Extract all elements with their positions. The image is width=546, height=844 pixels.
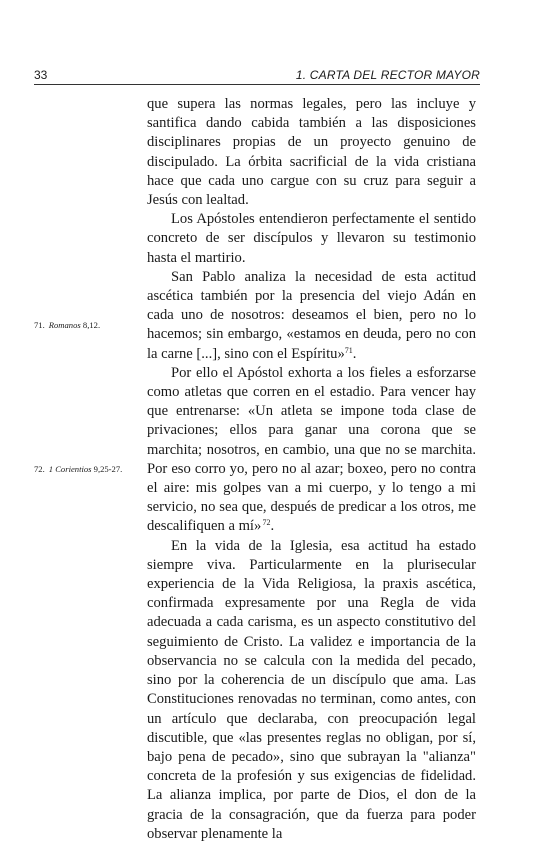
paragraph-text: En la vida de la Iglesia, esa actitud ha estado siempre viva. Particularmente en la plurisecular experiencia de la Vida Religiosa, la praxis ascética, confirmada expresamente por una Regla de vida adecuada a cada carisma, es un aspecto constitutivo del seguimiento de Cristo. La validez e importancia de la observancia no se calcula con la medida del pecado, sino por la coherencia de un discípulo que ama. Las Constituciones renovadas no terminan, como antes, con un artículo que declaraba, con preocupación legal discutible, que «las presentes reglas no obligan, por sí, bajo pena de pecado», sino que subrayan la "alianza" concreta de la profesión y sus exigencias de fidelidad. La alianza implica, por parte de Dios, el don de la gracia de la consagración, que da fuerza para poder observar plenamente la <box>147 537 476 842</box>
footnote <box>34 320 100 331</box>
paragraph: San Pablo analiza la necesidad de esta actitud ascética también por la presencia del viejo Adán en cada uno de nosotros: deseamos el bien, pero no lo hacemos; sin embargo, «estamos en deuda, pero no con la carne [...], sino con el Espíritu»$^{71}$. <box>147 268 476 362</box>
paragraph <box>147 210 476 268</box>
running-head <box>34 68 480 82</box>
footnote-book: 1 Corientios <box>48 464 92 474</box>
paragraph-text: Por ello el Apóstol exhorta a los fieles a esforzarse como atletas que corren en el estadio. Para vencer hay que entrenarse: «Un atleta se impone toda clase de privaciones; ellos para ganar una corona que se marchita; nosotros, en cambio, una que no se marchita. Por eso corro yo, pero no al azar; boxeo, pero no contra el aire: mis golpes van a mi cuerpo, y lo tengo a mi servicio, no sea que, después de predicar a los otros, me descalifiquen a mí» <box>147 364 476 535</box>
page-number: 33 <box>34 68 48 82</box>
footnote-ref: 71 <box>344 345 353 355</box>
chapter-title: 1. CARTA DEL RECTOR MAYOR <box>295 68 480 82</box>
paragraph-text: Los Apóstoles entendieron perfectamente el sentido concreto de ser discípulos y llevaron su testimonio hasta el martirio. <box>147 211 476 266</box>
body-text <box>147 95 476 844</box>
footnote-book: Romanos <box>48 320 81 330</box>
footnote-reference: 8,12. <box>82 320 101 330</box>
paragraph-text: San Pablo analiza la necesidad de esta actitud ascética también por la presencia del viejo Adán en cada uno de nosotros: deseamos el bien, pero no lo hacemos; sin embargo, «estamos en deuda, pero no con la carne [...], sino con el Espíritu» <box>147 268 476 362</box>
footnote-number: 72. <box>34 464 45 474</box>
paragraph <box>147 537 476 844</box>
footnote-reference: 9,25-27. <box>93 464 123 474</box>
paragraph: Por ello el Apóstol exhorta a los fieles a esforzarse como atletas que corren en el estadio. Para vencer hay que entrenarse: «Un atleta se impone toda clase de privaciones; ellos para ganar una corona que se marchita; nosotros, en cambio, una que no se marchita. Por eso corro yo, pero no al azar; boxeo, pero no contra el aire: mis golpes van a mi cuerpo, y lo tengo a mi servicio, no sea que, después de predicar a los otros, me descalifiquen a mí» $^{72}$. <box>147 364 476 535</box>
footnote-number: 71. <box>34 320 45 330</box>
header-rule <box>34 84 480 85</box>
paragraph <box>147 95 476 210</box>
paragraph-text: que supera las normas legales, pero las incluye y santifica dando cabida también a las disposiciones disciplinares propias de un proyecto genuino de discipulado. La órbita sacrificial de la vida cristiana hace que cada uno cargue con su cruz para seguir a Jesús con lealtad. <box>147 96 476 209</box>
footnote-ref: 72 <box>262 518 271 528</box>
footnote <box>34 464 122 475</box>
